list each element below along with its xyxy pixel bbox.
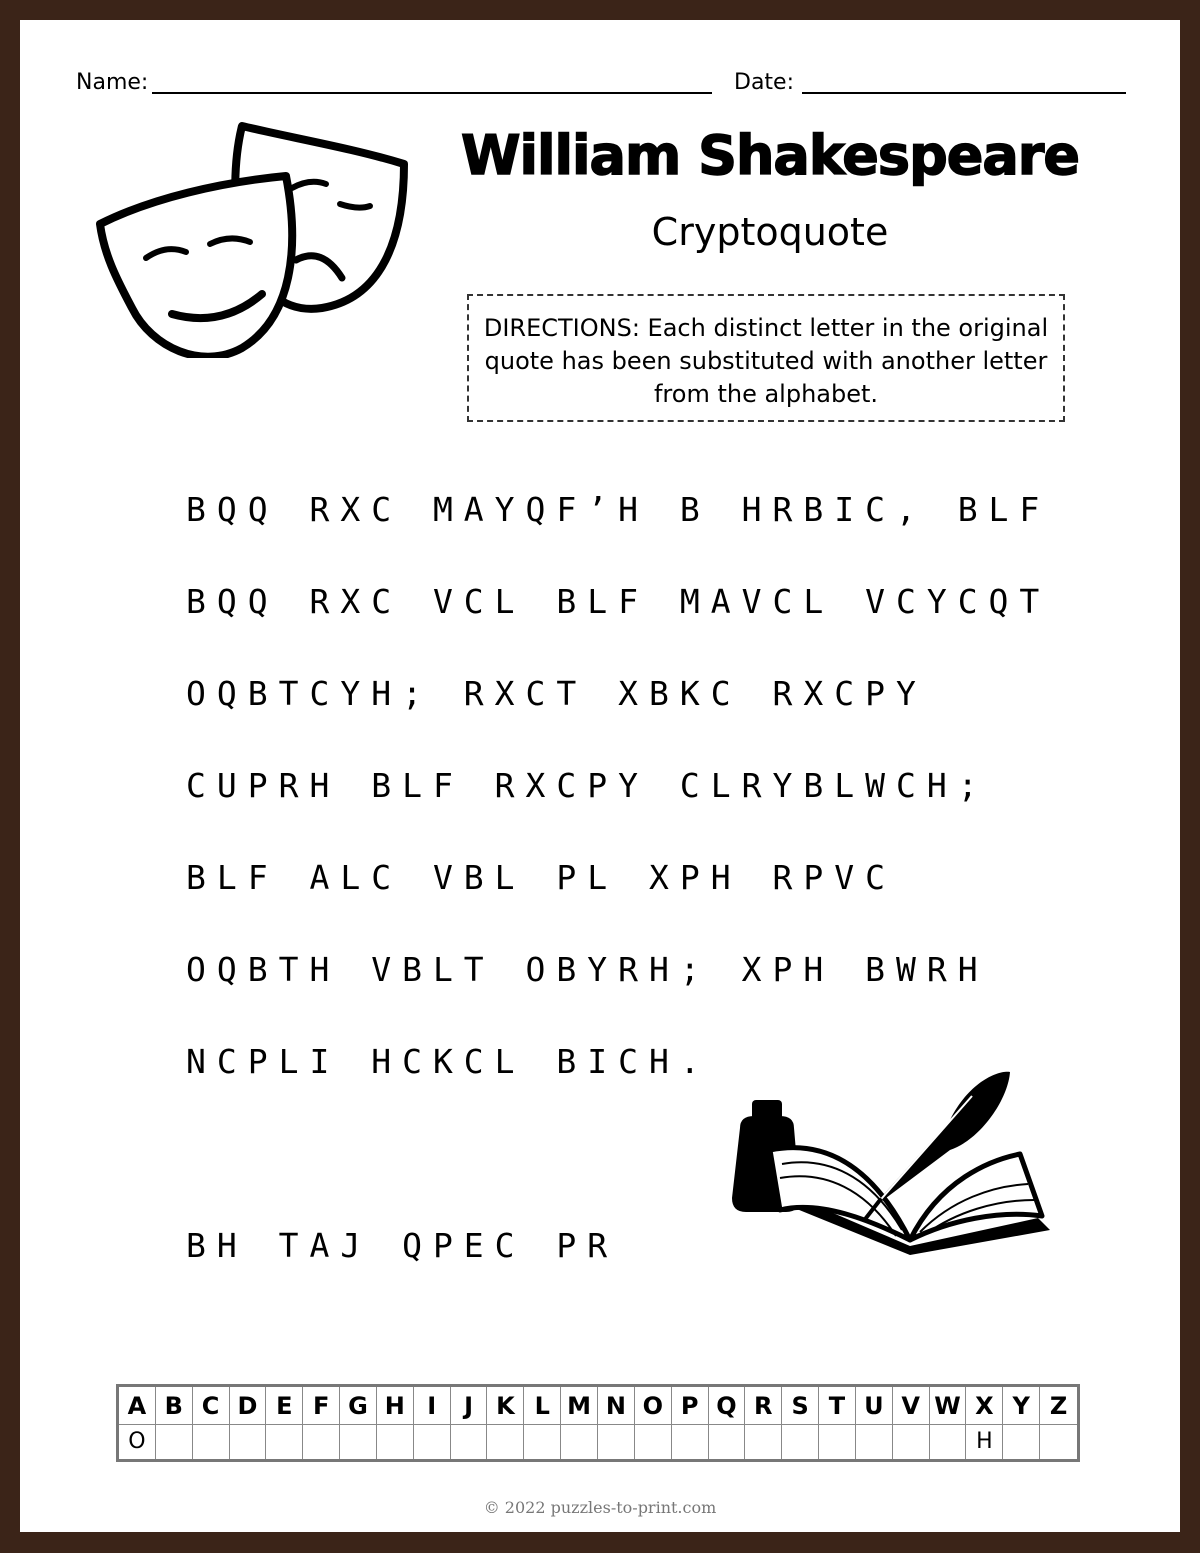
page-subtitle: Cryptoquote [651,210,889,254]
key-letter: M [561,1387,598,1425]
name-label: Name: [76,70,149,95]
key-letter: U [856,1387,893,1425]
key-letter: Y [1003,1387,1040,1425]
key-letter: Q [709,1387,746,1425]
key-letter: F [303,1387,340,1425]
key-letter: C [193,1387,230,1425]
key-letter: R [745,1387,782,1425]
puzzle-line: BQQ RXC VCL BLF MAVCL VCYCQT [186,582,1051,621]
key-letter: D [230,1387,267,1425]
key-answer-cell[interactable] [340,1425,377,1459]
cipher-key-grid [116,1384,1080,1462]
key-letter: O [635,1387,672,1425]
key-letter: Z [1040,1387,1077,1425]
key-letter: L [524,1387,561,1425]
page-title: William Shakespeare [460,124,1080,187]
key-answer-cell[interactable] [782,1425,819,1459]
key-answer-cell[interactable] [1040,1425,1077,1459]
key-letter: A [119,1387,156,1425]
key-answer-cell[interactable] [377,1425,414,1459]
key-letter: P [672,1387,709,1425]
key-answer-cell[interactable] [819,1425,856,1459]
key-answer-cell[interactable] [1003,1425,1040,1459]
key-answer-cell[interactable] [414,1425,451,1459]
key-answer-cell[interactable] [561,1425,598,1459]
key-answer-cell[interactable] [635,1425,672,1459]
key-answer-cell[interactable] [745,1425,782,1459]
key-letter: E [266,1387,303,1425]
puzzle-line: BQQ RXC MAYQF’H B HRBIC, BLF [186,490,1051,529]
copyright-footer: © 2022 puzzles-to-print.com [483,1498,717,1517]
key-answer-cell[interactable] [709,1425,746,1459]
puzzle-line: OQBTH VBLT OBYRH; XPH BWRH [186,950,989,989]
book-quill-icon [720,1050,1060,1260]
key-answer-cell[interactable] [451,1425,488,1459]
puzzle-line: CUPRH BLF RXCPY CLRYBLWCH; [186,766,989,805]
key-answer-cell[interactable] [598,1425,635,1459]
key-answer-cell[interactable] [672,1425,709,1459]
puzzle-line: BLF ALC VBL PL XPH RPVC [186,858,896,897]
key-letter: S [782,1387,819,1425]
key-answer-cell[interactable] [303,1425,340,1459]
key-letter: W [930,1387,967,1425]
key-letter: V [893,1387,930,1425]
key-letter: B [156,1387,193,1425]
name-field[interactable] [152,92,712,94]
key-letter: I [414,1387,451,1425]
key-answer-cell[interactable] [193,1425,230,1459]
key-answer-cell[interactable] [856,1425,893,1459]
puzzle-attribution: BH TAJ QPEC PR [186,1226,619,1265]
key-letter: X [966,1387,1003,1425]
puzzle-line: NCPLI HCKCL BICH. [186,1042,711,1081]
puzzle-line: OQBTCYH; RXCT XBKC RXCPY [186,674,927,713]
key-answer-cell[interactable] [487,1425,524,1459]
date-field[interactable] [802,92,1126,94]
key-letter: J [451,1387,488,1425]
key-letter: G [340,1387,377,1425]
key-letter: N [598,1387,635,1425]
key-answer-cell[interactable] [524,1425,561,1459]
worksheet-page [20,20,1180,1532]
key-letter: T [819,1387,856,1425]
theater-masks-icon [92,118,432,358]
key-answer-cell[interactable] [893,1425,930,1459]
date-label: Date: [734,70,794,95]
key-letter: H [377,1387,414,1425]
key-letter: K [487,1387,524,1425]
key-answer-cell[interactable] [230,1425,267,1459]
key-answer-cell[interactable] [156,1425,193,1459]
key-answer-cell[interactable] [930,1425,967,1459]
key-answer-cell[interactable] [266,1425,303,1459]
directions-box: DIRECTIONS: Each distinct letter in the original quote has been substituted with another letter from the alphabet. [467,294,1065,422]
key-answer-cell[interactable]: O [119,1425,156,1459]
key-answer-cell[interactable]: H [966,1425,1003,1459]
